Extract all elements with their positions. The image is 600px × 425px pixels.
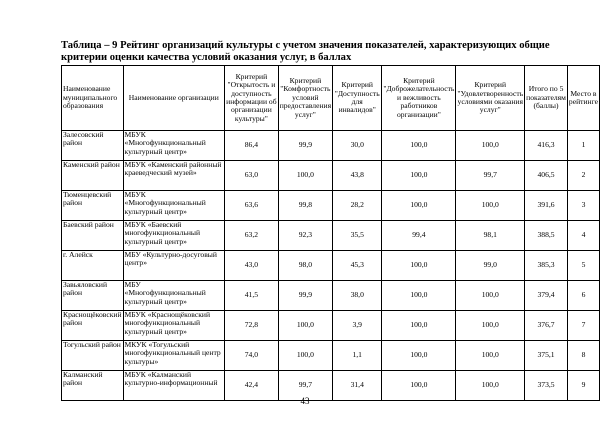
- cell-municipality: Залесовский район: [62, 131, 124, 161]
- header-rank: Место в рейтинге: [567, 66, 599, 131]
- cell-friendliness: 100,0: [382, 131, 456, 161]
- cell-openness: 72,8: [225, 311, 279, 341]
- cell-total: 376,7: [525, 311, 568, 341]
- header-municipality: Наименование муниципального образования: [62, 66, 124, 131]
- cell-satisfaction: 100,0: [456, 341, 525, 371]
- cell-total: 388,5: [525, 221, 568, 251]
- cell-accessibility: 1,1: [333, 341, 382, 371]
- cell-openness: 63,6: [225, 191, 279, 221]
- cell-rank: 3: [567, 191, 599, 221]
- cell-accessibility: 28,2: [333, 191, 382, 221]
- table-row: [62, 371, 600, 401]
- cell-total: 373,5: [525, 371, 568, 401]
- cell-openness: 86,4: [225, 131, 279, 161]
- cell-accessibility: 3,9: [333, 311, 382, 341]
- cell-municipality: Завьяловский район: [62, 281, 124, 311]
- cell-satisfaction: 100,0: [456, 311, 525, 341]
- table-row: [62, 191, 600, 221]
- cell-satisfaction: 100,0: [456, 191, 525, 221]
- cell-openness: 41,5: [225, 281, 279, 311]
- cell-total: 416,3: [525, 131, 568, 161]
- cell-municipality: Баевский район: [62, 221, 124, 251]
- cell-rank: 1: [567, 131, 599, 161]
- header-friendliness: Критерий "Доброжелательность и вежливость работников организации": [382, 66, 456, 131]
- cell-total: 406,5: [525, 161, 568, 191]
- cell-accessibility: 31,4: [333, 371, 382, 401]
- cell-satisfaction: 100,0: [456, 281, 525, 311]
- cell-organization: МБУ «Многофункциональный культурный центр»: [123, 281, 225, 311]
- cell-municipality: Краснощёковский район: [62, 311, 124, 341]
- cell-friendliness: 100,0: [382, 191, 456, 221]
- cell-total: 379,4: [525, 281, 568, 311]
- cell-rank: 6: [567, 281, 599, 311]
- cell-friendliness: 100,0: [382, 311, 456, 341]
- table-row: [62, 341, 600, 371]
- cell-comfort: 92,3: [278, 221, 332, 251]
- page-number: 43: [300, 396, 310, 406]
- cell-municipality: Каменский район: [62, 161, 124, 191]
- header-organization: Наименование организации: [123, 66, 225, 131]
- cell-friendliness: 100,0: [382, 251, 456, 281]
- cell-comfort: 100,0: [278, 161, 332, 191]
- cell-comfort: 98,0: [278, 251, 332, 281]
- table-caption: Таблица – 9 Рейтинг организаций культуры с учетом значения показателей, характеризующих общие критерии оценки качества условий оказания услуг, в баллах: [61, 40, 550, 63]
- table-row: [62, 281, 600, 311]
- cell-municipality: Калманский район: [62, 371, 124, 401]
- cell-comfort: 99,9: [278, 131, 332, 161]
- cell-rank: 4: [567, 221, 599, 251]
- cell-friendliness: 99,4: [382, 221, 456, 251]
- cell-satisfaction: 99,0: [456, 251, 525, 281]
- cell-accessibility: 45,3: [333, 251, 382, 281]
- cell-satisfaction: 99,7: [456, 161, 525, 191]
- table-row: [62, 311, 600, 341]
- header-total: Итого по 5 показателям (баллы): [525, 66, 568, 131]
- table-row: [62, 221, 600, 251]
- cell-friendliness: 100,0: [382, 281, 456, 311]
- cell-comfort: 100,0: [278, 341, 332, 371]
- cell-comfort: 100,0: [278, 311, 332, 341]
- cell-municipality: Тюменцевский район: [62, 191, 124, 221]
- cell-organization: МБУК «Баевский многофункциональный культурный центр»: [123, 221, 225, 251]
- cell-rank: 8: [567, 341, 599, 371]
- cell-accessibility: 43,8: [333, 161, 382, 191]
- cell-accessibility: 35,5: [333, 221, 382, 251]
- cell-satisfaction: 100,0: [456, 371, 525, 401]
- header-accessibility: Критерий "Доступность для инвалидов": [333, 66, 382, 131]
- cell-organization: МБУК «Калманский культурно-информационный: [123, 371, 225, 401]
- cell-comfort: 99,8: [278, 191, 332, 221]
- cell-accessibility: 30,0: [333, 131, 382, 161]
- cell-comfort: 99,7: [278, 371, 332, 401]
- cell-municipality: Тогульский район: [62, 341, 124, 371]
- cell-organization: МБУ «Культурно-досуговый центр»: [123, 251, 225, 281]
- header-satisfaction: Критерий "Удовлетворенность условиями оказания услуг": [456, 66, 525, 131]
- cell-comfort: 99,9: [278, 281, 332, 311]
- cell-openness: 74,0: [225, 341, 279, 371]
- cell-accessibility: 38,0: [333, 281, 382, 311]
- cell-openness: 63,0: [225, 161, 279, 191]
- cell-satisfaction: 100,0: [456, 131, 525, 161]
- header-comfort: Критерий "Комфортность условий предоставления услуг": [278, 66, 332, 131]
- cell-organization: МБУК «Каменский районный краеведческий музей»: [123, 161, 225, 191]
- table-row: [62, 131, 600, 161]
- cell-satisfaction: 98,1: [456, 221, 525, 251]
- cell-municipality: г. Алейск: [62, 251, 124, 281]
- cell-friendliness: 100,0: [382, 341, 456, 371]
- cell-friendliness: 100,0: [382, 161, 456, 191]
- cell-openness: 63,2: [225, 221, 279, 251]
- table-row: [62, 251, 600, 281]
- cell-organization: МБУК «Многофункциональный культурный центр»: [123, 191, 225, 221]
- cell-rank: 9: [567, 371, 599, 401]
- cell-organization: МКУК «Тогульский многофункциональный центр культуры»: [123, 341, 225, 371]
- cell-rank: 7: [567, 311, 599, 341]
- rating-table: [61, 65, 600, 401]
- cell-total: 385,3: [525, 251, 568, 281]
- table-row: [62, 161, 600, 191]
- cell-total: 375,1: [525, 341, 568, 371]
- cell-organization: МБУК «Многофункциональный культурный центр»: [123, 131, 225, 161]
- table-header-row: [62, 66, 600, 131]
- cell-rank: 5: [567, 251, 599, 281]
- header-openness: Критерий "Открытость и доступность информации об организации культуры": [225, 66, 279, 131]
- cell-openness: 42,4: [225, 371, 279, 401]
- cell-organization: МБУК «Краснощёковский многофункциональный культурный центр»: [123, 311, 225, 341]
- cell-openness: 43,0: [225, 251, 279, 281]
- cell-rank: 2: [567, 161, 599, 191]
- cell-total: 391,6: [525, 191, 568, 221]
- cell-friendliness: 100,0: [382, 371, 456, 401]
